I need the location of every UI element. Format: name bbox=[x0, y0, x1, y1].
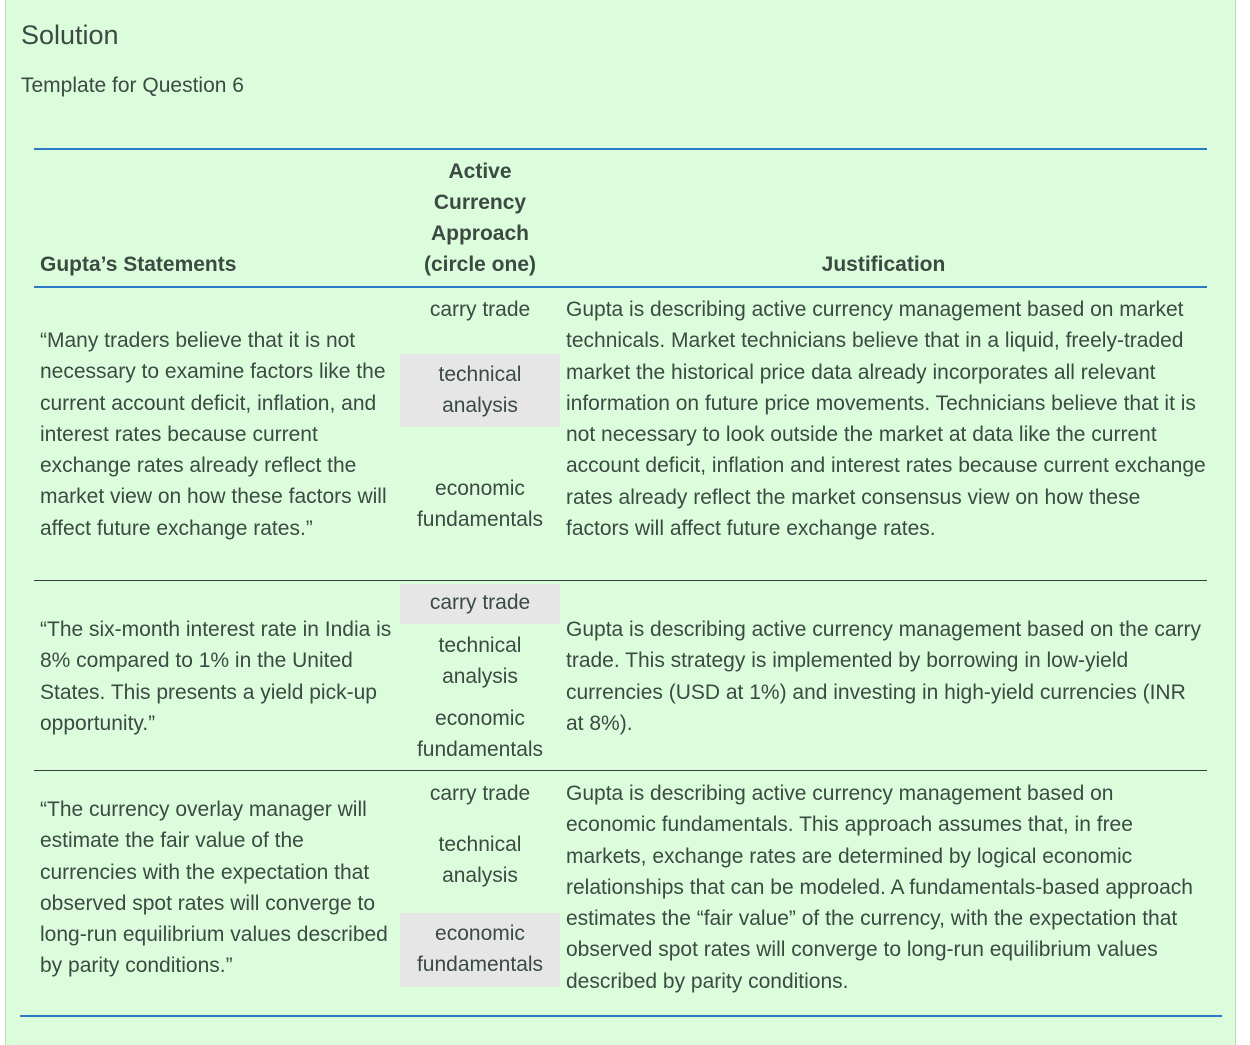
header-justification: Justification bbox=[821, 253, 946, 276]
option-carry-trade[interactable]: carry trade bbox=[429, 298, 531, 321]
page-title: Solution bbox=[21, 20, 119, 50]
option-technical-analysis[interactable]: technical analysis bbox=[438, 833, 522, 888]
option-carry-trade[interactable]: carry trade bbox=[429, 782, 531, 805]
option-economic-fundamentals[interactable]: economic fundamentals bbox=[416, 707, 544, 762]
justification-cell: Gupta is describing active currency management based on the carry trade. This strategy is implemented by borrowing in low-yield currencies (USD at 1%) and investing in high-yield currencies (INR at 8%). bbox=[566, 618, 1201, 735]
statement-cell: “The six-month interest rate in India is 8% compared to 1% in the United States. This presents a yield pick-up opportunity.” bbox=[40, 618, 392, 735]
table-top-rule bbox=[34, 148, 1207, 150]
justification-cell: Gupta is describing active currency management based on market technicals. Market technicians believe that in a liquid, freely-traded market the historical price data already incorporates all relevant information on future price movements. Technicians believe that it is not necessary to look outside the market at data like the current account deficit, inflation and interest rates because current exchange rates already reflect the market consensus view on how these factors will affect future exchange rates. bbox=[566, 298, 1206, 541]
page-subtitle: Template for Question 6 bbox=[21, 74, 244, 97]
statement-cell: “Many traders believe that it is not necessary to examine factors like the current account deficit, inflation, and interest rates because current exchange rates already reflect the market view on how these factors will affect future exchange rates.” bbox=[40, 329, 387, 540]
justification-cell: Gupta is describing active currency management based on economic fundamentals. This approach assumes that, in free markets, exchange rates are determined by logical economic relationships that can be modeled. A fundamentals-based approach estimates the “fair value” of the currency, with the expectation that observed spot rates will converge to long-run equilibrium values described by parity conditions. bbox=[566, 782, 1193, 993]
option-technical-analysis-selected[interactable]: technical analysis bbox=[400, 354, 560, 427]
header-rule bbox=[34, 286, 1207, 288]
row-divider bbox=[34, 580, 1207, 581]
row-divider bbox=[34, 770, 1207, 771]
table-bottom-rule bbox=[20, 1015, 1222, 1017]
option-technical-analysis[interactable]: technical analysis bbox=[438, 634, 522, 689]
header-approach: Active Currency Approach (circle one) bbox=[423, 160, 537, 276]
solution-panel bbox=[5, 0, 1236, 1045]
header-statements: Gupta’s Statements bbox=[40, 253, 237, 276]
option-carry-trade-selected[interactable]: carry trade bbox=[400, 584, 560, 624]
option-economic-fundamentals[interactable]: economic fundamentals bbox=[416, 477, 544, 532]
option-economic-fundamentals-selected[interactable]: economic fundamentals bbox=[400, 913, 560, 987]
statement-cell: “The currency overlay manager will estimate the fair value of the currencies with the expectation that observed spot rates will converge to long-run equilibrium values described by parity conditions.” bbox=[40, 798, 388, 978]
